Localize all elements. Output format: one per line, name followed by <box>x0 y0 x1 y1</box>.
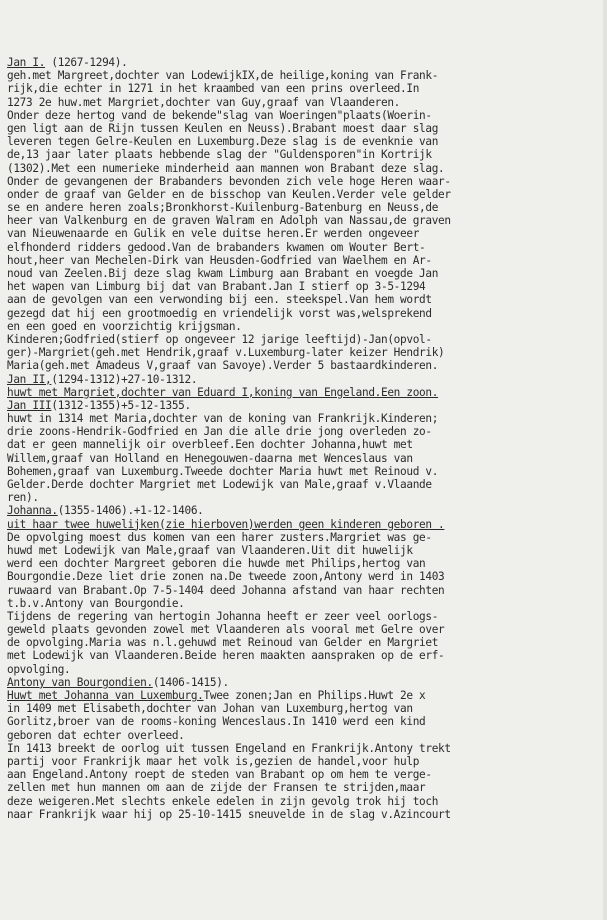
line-text: partij voor Frankrijk maar het volk is,gezien de handel,voor hulp <box>7 754 420 768</box>
text-line <box>7 649 599 662</box>
line-text: noud van Zeelen.Bij deze slag kwam Limburg aan Brabant en voegde Jan <box>7 267 439 280</box>
underlined-heading: Huwt met Johanna van Luxemburg. <box>7 689 204 702</box>
text-line <box>7 610 599 623</box>
text-line <box>7 280 599 293</box>
text-line <box>7 768 599 781</box>
line-text: met Lodewijk van Vlaanderen.Beide heren maakten aanspraken op de erf- <box>7 649 445 663</box>
underlined-heading: Jan I. <box>7 56 46 69</box>
text-line <box>7 333 599 346</box>
line-text: (1267-1294). <box>45 56 128 69</box>
underlined-heading: Jan III <box>7 398 52 412</box>
line-text: de,13 jaar later plaats hebbende slag der "Guldensporen"in Kortrijk <box>7 148 432 162</box>
line-text: het wapen van Limburg bij dat van Brabant.Jan I stierf op 3-5-1294 <box>7 280 426 294</box>
line-text: In 1413 breekt de oorlog uit tussen Engeland en Frankrijk.Antony trekt <box>7 741 451 755</box>
text-line <box>7 808 599 821</box>
text-line <box>7 175 599 188</box>
line-text: (1406-1415). <box>152 675 229 689</box>
line-text: werd een dochter Margreet geboren die huwde met Philips,hertog van <box>7 557 426 571</box>
underlined-heading: Jan II, <box>7 372 52 386</box>
text-line <box>7 227 599 240</box>
text-line <box>7 689 599 702</box>
line-text: gezegd dat hij een grootmoedig en vriendelijk vorst was,welsprekend <box>7 306 432 320</box>
text-line <box>7 201 599 214</box>
line-text: heer van Valkenburg en de graven Walram en Adolph van Nassau,de graven <box>7 214 451 228</box>
line-text: Onder de gevangenen der Brabanders bevonden zich vele hoge Heren waar- <box>7 174 451 188</box>
line-text: huwt in 1314 met Maria,dochter van de koning van Frankrijk.Kinderen; <box>7 412 439 426</box>
line-text: opvolging. <box>7 662 71 676</box>
text-line <box>7 214 599 227</box>
text-line <box>7 386 599 399</box>
typed-text-body <box>7 56 599 821</box>
line-text: Twee zonen;Jan en Philips.Huwt 2e x <box>203 689 426 702</box>
page-edge <box>603 0 607 920</box>
text-line <box>7 267 599 280</box>
line-text: rijk,die echter in 1271 in het kraambed van een prins overleed.In <box>7 82 420 96</box>
text-line <box>7 69 599 82</box>
line-text: ren). <box>7 491 39 505</box>
line-text: zellen met hun mannen om aan de zijde der Fransen te strijden,maar <box>7 781 426 795</box>
line-text: de opvolging.Maria was n.l.gehuwd met Reinoud van Gelder en Margriet <box>7 636 439 650</box>
underlined-heading: uit haar twee huwelijken(zie hierboven)werden geen kinderen geboren . <box>7 517 445 531</box>
text-line <box>7 56 599 69</box>
line-text: naar Frankrijk waar hij op 25-10-1415 sneuvelde in de slag v.Azincourt <box>7 807 451 821</box>
text-line <box>7 148 599 161</box>
line-text: Bourgondie.Deze liet drie zonen na.De tweede zoon,Antony werd in 1403 <box>7 570 445 584</box>
line-text: Bohemen,graaf van Luxemburg.Tweede dochter Maria huwt met Reinoud v. <box>7 464 439 478</box>
line-text: hout,heer van Mechelen-Dirk van Heusden-Godfried van Waelhem en Ar- <box>7 253 432 267</box>
text-line <box>7 438 599 451</box>
text-line <box>7 597 599 610</box>
line-text: ger)-Margriet(geh.met Hendrik,graaf v.Luxemburg-later keizer Hendrik) <box>7 346 445 360</box>
text-line <box>7 663 599 676</box>
text-line <box>7 518 599 531</box>
line-text: ruwaard van Brabant.Op 7-5-1404 deed Johanna afstand van haar rechten <box>7 583 445 597</box>
line-text: (1302).Met een numerieke minderheid aan mannen won Brabant deze slag. <box>7 161 445 175</box>
text-line <box>7 452 599 465</box>
line-text: geweld plaats gevonden zowel met Vlaanderen als vooral met Gelre over <box>7 623 445 637</box>
line-text: 1273 2e huw.met Margriet,dochter van Guy,graaf van Vlaanderen. <box>7 95 401 109</box>
line-text: gen ligt aan de Rijn tussen Keulen en Neuss).Brabant moest daar slag <box>7 121 439 135</box>
text-line <box>7 729 599 742</box>
line-text: Willem,graaf van Holland en Henegouwen-daarna met Wenceslaus van <box>7 451 413 465</box>
text-line <box>7 135 599 148</box>
text-line <box>7 504 599 517</box>
text-line <box>7 636 599 649</box>
line-text: onder de graaf van Gelder en de bisschop van Keulen.Verder vele gelder <box>7 187 451 201</box>
text-line <box>7 346 599 359</box>
underlined-heading: Antony van Bourgondien. <box>7 675 153 689</box>
line-text: huwd met Lodewijk van Male,graaf van Vlaanderen.Uit dit huwelijk <box>7 543 413 557</box>
line-text: Gorlitz,broer van de rooms-koning Wenceslaus.In 1410 werd een kind <box>7 715 426 729</box>
text-line <box>7 82 599 95</box>
text-line <box>7 320 599 333</box>
underlined-heading: Johanna. <box>7 504 58 518</box>
text-line <box>7 254 599 267</box>
text-line <box>7 188 599 201</box>
line-text: geh.met Margreet,dochter van LodewijkIX,de heilige,koning van Frank- <box>7 69 439 83</box>
text-line <box>7 465 599 478</box>
text-line <box>7 623 599 636</box>
line-text: t.b.v.Antony van Bourgondie. <box>7 596 185 610</box>
line-text: elfhonderd ridders gedood.Van de brabanders kwamen om Wouter Bert- <box>7 240 426 254</box>
text-line <box>7 676 599 689</box>
text-line <box>7 491 599 504</box>
line-text: Maria(geh.met Amadeus V,graaf van Savoye).Verder 5 bastaardkinderen. <box>7 359 439 373</box>
text-line <box>7 715 599 728</box>
line-text: en een goed en voorzichtig krijgsman. <box>7 319 242 333</box>
line-text: in 1409 met Elisabeth,dochter van Johan van Luxemburg,hertog van <box>7 702 413 716</box>
line-text: Gelder.Derde dochter Margriet met Lodewijk van Male,graaf v.Vlaande <box>7 478 432 491</box>
text-line <box>7 570 599 583</box>
text-line <box>7 584 599 597</box>
text-line <box>7 293 599 306</box>
text-line <box>7 96 599 109</box>
line-text: (1294-1312)+27-10-1312. <box>51 372 198 386</box>
line-text: dat er geen mannelijk oir overbleef.Een dochter Johanna,huwt met <box>7 438 413 452</box>
line-text: se en andere heren zoals;Bronkhorst-Kuilenburg-Batenburg en Neuss,de <box>7 201 439 215</box>
text-line <box>7 425 599 438</box>
line-text: De opvolging moest dus komen van een harer zusters.Margriet was ge- <box>7 530 432 544</box>
line-text: (1312-1355)+5-12-1355. <box>51 398 191 412</box>
text-line <box>7 412 599 425</box>
text-line <box>7 399 599 412</box>
line-text: van Nieuwenaarde en Gulik en vele duitse heren.Er werden ongeveer <box>7 227 420 241</box>
text-line <box>7 544 599 557</box>
text-line <box>7 109 599 122</box>
line-text: aan Engeland.Antony roept de steden van Brabant op om hem te verge- <box>7 768 432 782</box>
text-line <box>7 241 599 254</box>
text-line <box>7 122 599 135</box>
line-text: Onder deze hertog vand de bekende"slag van Woeringen"plaats(Woerin- <box>7 108 432 122</box>
text-line <box>7 557 599 570</box>
text-line <box>7 478 599 491</box>
text-line <box>7 531 599 544</box>
line-text: drie zoons-Hendrik-Godfried en Jan die alle drie jong overleden zo- <box>7 425 432 439</box>
text-line <box>7 307 599 320</box>
text-line <box>7 742 599 755</box>
line-text: aan de gevolgen van een verwonding bij een. steekspel.Van hem wordt <box>7 293 432 307</box>
text-line <box>7 781 599 794</box>
line-text: deze weigeren.Met slechts enkele edelen in zijn gevolg trok hij toch <box>7 794 439 808</box>
line-text: Kinderen;Godfried(stierf op ongeveer 12 jarige leeftijd)-Jan(opvol- <box>7 332 432 346</box>
underlined-heading: huwt met Margriet,dochter van Eduard I,koning van Engeland.Een zoon. <box>7 385 439 399</box>
text-line <box>7 702 599 715</box>
line-text: leveren tegen Gelre-Keulen en Luxemburg.Deze slag is de evenknie van <box>7 135 439 149</box>
text-line <box>7 755 599 768</box>
text-line <box>7 373 599 386</box>
line-text: geboren dat echter overleed. <box>7 728 185 742</box>
text-line <box>7 795 599 808</box>
line-text: Tijdens de regering van hertogin Johanna heeft er zeer veel oorlogs- <box>7 609 439 623</box>
line-text: (1355-1406).+1-12-1406. <box>57 504 204 518</box>
text-line <box>7 162 599 175</box>
text-line <box>7 359 599 372</box>
